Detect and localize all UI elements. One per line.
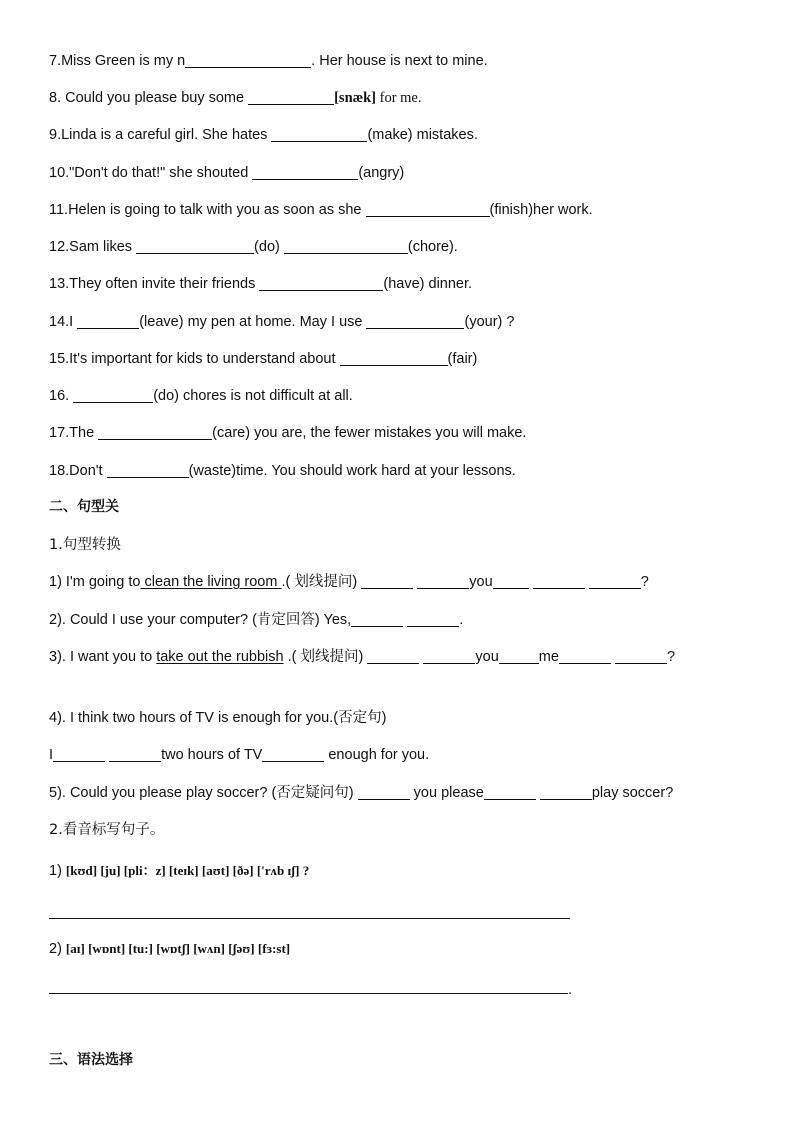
answer-blank[interactable] — [136, 239, 254, 254]
section-3-title: 三、语法选择 — [49, 1052, 133, 1068]
answer-blank[interactable] — [533, 574, 585, 589]
answer-blank[interactable] — [185, 53, 311, 68]
answer-line-2[interactable] — [49, 993, 568, 994]
answer-blank[interactable] — [109, 747, 161, 762]
answer-blank[interactable] — [73, 388, 153, 403]
question-16: 16. (do) chores is not difficult at all. — [49, 388, 353, 404]
phonetic-hint: [snæk] — [334, 90, 376, 106]
answer-blank[interactable] — [358, 785, 410, 800]
answer-blank[interactable] — [259, 276, 383, 291]
subsection-2-title: 2.看音标写句子。 — [49, 822, 165, 838]
question-10: 10."Don't do that!" she shouted (angry) — [49, 165, 405, 181]
answer-blank[interactable] — [361, 574, 413, 589]
question-7: 7.Miss Green is my n . Her house is next to mine. — [49, 53, 488, 69]
sentence-5: 5). Could you please play soccer? (否定疑问句) you please play soccer? — [49, 785, 674, 801]
answer-blank[interactable] — [559, 649, 611, 664]
answer-blank[interactable] — [484, 785, 536, 800]
answer-blank[interactable] — [367, 649, 419, 664]
answer-blank[interactable] — [248, 90, 334, 105]
answer-blank[interactable] — [615, 649, 667, 664]
question-12: 12.Sam likes (do) (chore). — [49, 239, 458, 255]
subsection-1-title: 1.句型转换 — [49, 537, 121, 553]
sentence-2: 2). Could I use your computer? (肯定回答) Yes, . — [49, 612, 464, 628]
answer-blank[interactable] — [252, 165, 358, 180]
answer-blank[interactable] — [589, 574, 641, 589]
answer-blank[interactable] — [107, 463, 189, 478]
answer-blank[interactable] — [271, 127, 367, 142]
answer-blank[interactable] — [540, 785, 592, 800]
period-mark: . — [568, 982, 573, 998]
question-8: 8. Could you please buy some [snæk] for me. — [49, 90, 422, 106]
answer-blank[interactable] — [53, 747, 105, 762]
question-11: 11.Helen is going to talk with you as soon as she (finish)her work. — [49, 202, 593, 218]
answer-blank[interactable] — [493, 574, 529, 589]
answer-blank[interactable] — [417, 574, 469, 589]
answer-blank[interactable] — [340, 351, 448, 366]
answer-line-1[interactable] — [49, 918, 570, 919]
answer-blank[interactable] — [351, 612, 403, 627]
phonetic-2: 2) [aɪ] [wɒnt] [tu:] [wɒtʃ] [wʌn] [ʃəʊ] [fɜ:st] — [49, 941, 291, 957]
answer-blank[interactable] — [366, 202, 490, 217]
answer-blank[interactable] — [423, 649, 475, 664]
answer-blank[interactable] — [77, 314, 139, 329]
section-2-title: 二、句型关 — [49, 499, 119, 515]
answer-blank[interactable] — [98, 425, 212, 440]
sentence-4-original: 4). I think two hours of TV is enough for you.(否定句) — [49, 710, 387, 726]
question-14: 14.I (leave) my pen at home. May I use (your) ? — [49, 314, 515, 330]
answer-blank[interactable] — [407, 612, 459, 627]
phonetic-1: 1) [kʊd] [ju] [pli：z] [teɪk] [aʊt] [ðə] ['rʌb ɪʃ] ? — [49, 863, 310, 879]
sentence-4: I two hours of TV enough for you. — [49, 747, 430, 763]
question-15: 15.It's important for kids to understand about (fair) — [49, 351, 478, 367]
question-17: 17.The (care) you are, the fewer mistakes you will make. — [49, 425, 527, 441]
answer-blank[interactable] — [262, 747, 324, 762]
sentence-1: 1) I'm going to clean the living room .( 划线提问) you ? — [49, 574, 649, 590]
question-9: 9.Linda is a careful girl. She hates (make) mistakes. — [49, 127, 478, 143]
question-18: 18.Don't (waste)time. You should work hard at your lessons. — [49, 463, 516, 479]
answer-blank[interactable] — [499, 649, 539, 664]
question-13: 13.They often invite their friends (have) dinner. — [49, 276, 473, 292]
answer-blank[interactable] — [284, 239, 408, 254]
sentence-3: 3). I want you to take out the rubbish .( 划线提问) you me ? — [49, 649, 676, 665]
answer-blank[interactable] — [366, 314, 464, 329]
